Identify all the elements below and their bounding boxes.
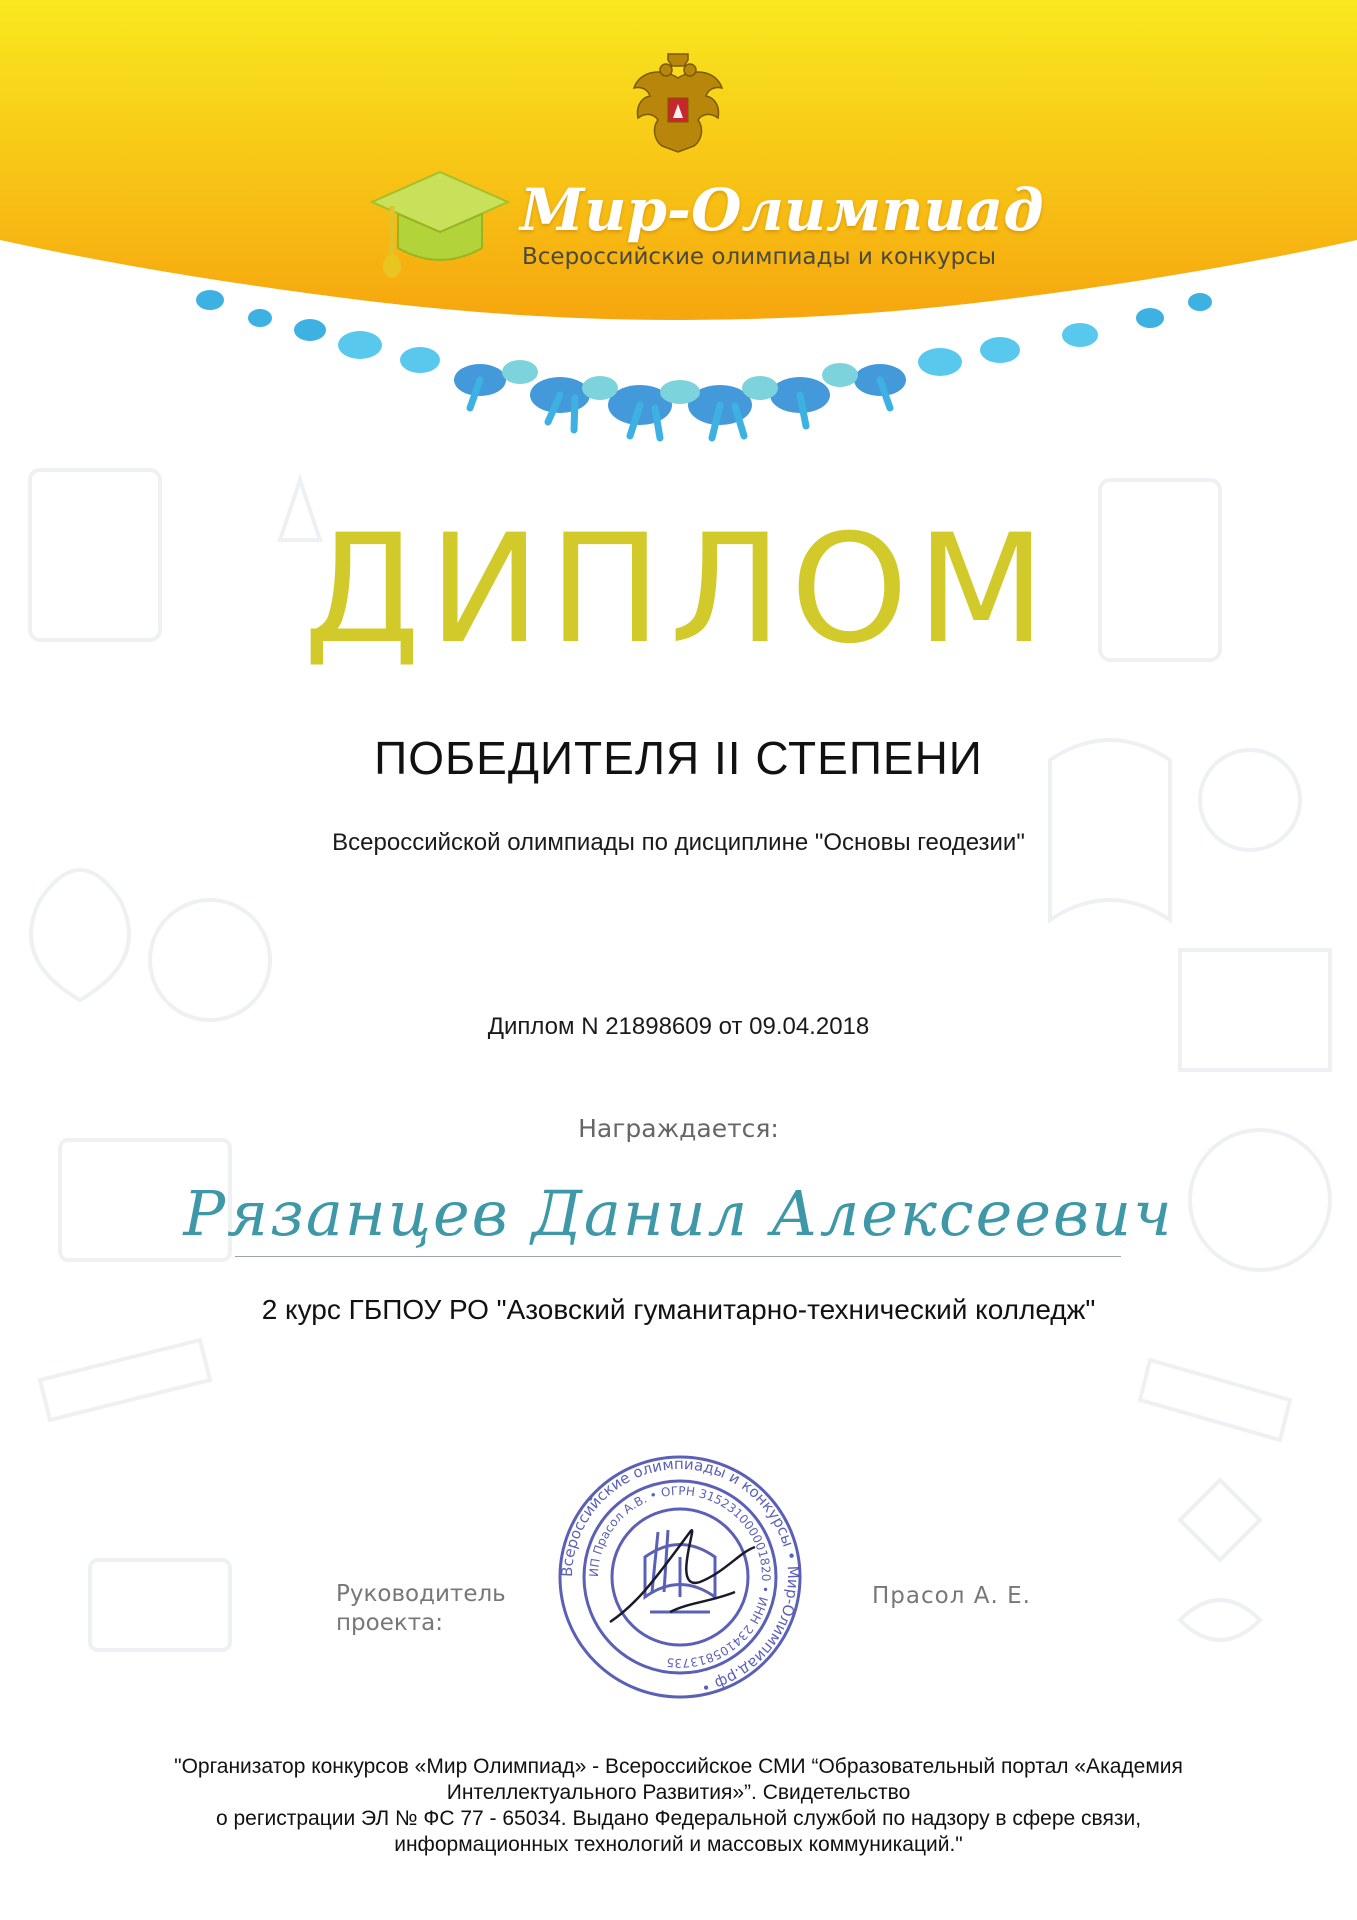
signer-role-line2: проекта: [336,1610,443,1636]
organizer-note [90,1754,1267,1874]
diploma-degree: ПОБЕДИТЕЛЯ II СТЕПЕНИ [374,732,983,784]
logo-title: Мир-Олимпиад [520,176,1044,244]
olympiad-discipline: Всероссийской олимпиады по дисциплине "Основы геодезии" [332,829,1025,856]
graduation-cap-icon [362,162,512,292]
organizer-note-line2: Интеллектуального Развития»”. Свидетельство [446,1781,911,1804]
diploma-title: ДИПЛОМ [303,503,1054,677]
awarded-label: Награждается: [578,1114,779,1143]
diploma-number: Диплом N 21898609 от 09.04.2018 [487,1013,870,1040]
stamp-outer-text: Всероссийские олимпиады и конкурсы • Мир-Олимпиад.рф • [557,1454,803,1697]
organizer-note-line4: информационных технологий и массовых коммуникаций." [394,1833,963,1856]
russian-coat-of-arms-icon [628,48,728,160]
logo-subtitle: Всероссийские олимпиады и конкурсы [522,244,997,270]
signer-role [336,1580,536,1640]
organizer-note-line1: "Организатор конкурсов «Мир Олимпиад» - Всероссийское СМИ “Образовательный портал «Академия [174,1755,1183,1778]
organizer-note-line3: о регистрации ЭЛ № ФС 77 - 65034. Выдано Федеральной службой по надзору в сфере связи, [215,1807,1142,1830]
signer-name: Прасол А. Е. [872,1583,1031,1609]
handwritten-signature [610,1530,755,1622]
recipient-name: Рязанцев Данил Алексеевич [183,1177,1174,1250]
name-underline [235,1256,1121,1257]
recipient-institution: 2 курс ГБПОУ РО "Азовский гуманитарно-технический колледж" [261,1294,1096,1325]
stamp-inner-text: ИП Прасол А.В. • ОГРН 315231000001820 • ИНН 234105813735 [586,1483,774,1671]
round-seal-stamp-icon [550,1452,810,1702]
signer-role-line1: Руководитель [336,1581,506,1607]
